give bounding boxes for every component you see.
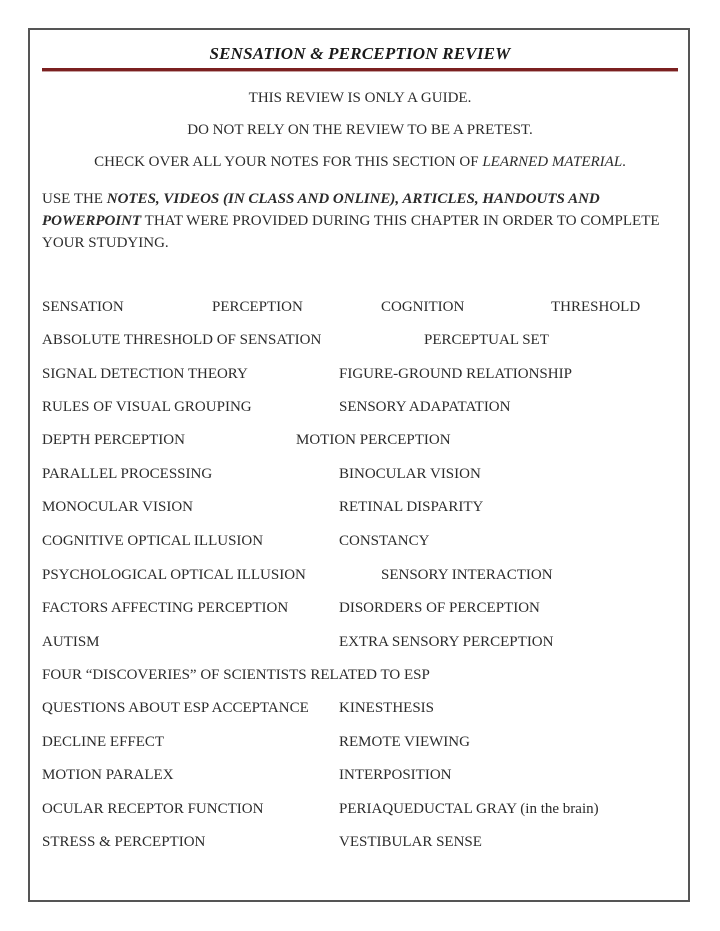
term-parallel-processing: PARALLEL PROCESSING	[42, 466, 213, 482]
term-cognitive-illusion: COGNITIVE OPTICAL ILLUSION	[42, 533, 264, 549]
study-instructions-prefix: USE THE	[42, 191, 107, 207]
term-vestibular-sense: VESTIBULAR SENSE	[339, 834, 482, 850]
term-threshold: THRESHOLD	[551, 299, 641, 315]
term-depth-perception: DEPTH PERCEPTION	[42, 432, 185, 448]
guide-notice: THIS REVIEW IS ONLY A GUIDE.	[248, 90, 472, 106]
term-sensory-interaction: SENSORY INTERACTION	[381, 567, 553, 583]
term-kinesthesis: KINESTHESIS	[339, 700, 435, 716]
term-remote-viewing: REMOTE VIEWING	[339, 734, 470, 750]
term-perception: PERCEPTION	[212, 299, 303, 315]
term-figure-ground: FIGURE-GROUND RELATIONSHIP	[339, 366, 572, 382]
term-decline-effect: DECLINE EFFECT	[42, 734, 165, 750]
notes-notice	[0, 154, 720, 171]
notes-notice-prefix: CHECK OVER ALL YOUR NOTES FOR THIS SECTION OF	[94, 154, 483, 170]
term-visual-grouping: RULES OF VISUAL GROUPING	[42, 399, 252, 415]
term-esp-questions: QUESTIONS ABOUT ESP ACCEPTANCE	[42, 700, 309, 716]
notes-notice-emphasis: LEARNED MATERIAL	[482, 154, 623, 170]
term-binocular-vision: BINOCULAR VISION	[339, 466, 481, 482]
term-monocular-vision: MONOCULAR VISION	[42, 499, 193, 515]
term-motion-parallax: MOTION PARALEX	[42, 767, 174, 783]
term-factors-perception: FACTORS AFFECTING PERCEPTION	[42, 600, 289, 616]
term-sensory-adaptation: SENSORY ADAPATATION	[339, 399, 511, 415]
term-esp-discoveries: FOUR “DISCOVERIES” OF SCIENTISTS RELATED TO ESP	[42, 667, 430, 683]
term-disorders-perception: DISORDERS OF PERCEPTION	[339, 600, 540, 616]
term-absolute-threshold: ABSOLUTE THRESHOLD OF SENSATION	[42, 332, 322, 348]
term-constancy: CONSTANCY	[339, 533, 430, 549]
pretest-notice: DO NOT RELY ON THE REVIEW TO BE A PRETEST.	[187, 122, 533, 138]
term-sensation: SENSATION	[42, 299, 124, 315]
term-perceptual-set: PERCEPTUAL SET	[424, 332, 549, 348]
notes-notice-suffix: .	[622, 154, 626, 170]
study-instructions-suffix: THAT WERE PROVIDED DURING THIS CHAPTER IN ORDER TO COMPLETE YOUR STUDYING.	[42, 213, 660, 251]
study-instructions-emphasis: NOTES, VIDEOS (IN CLASS AND ONLINE), ARTICLES, HANDOUTS AND POWERPOINT	[42, 191, 600, 229]
term-motion-perception: MOTION PERCEPTION	[296, 432, 451, 448]
term-interposition: INTERPOSITION	[339, 767, 452, 783]
study-instructions	[42, 188, 666, 254]
term-cognition: COGNITION	[381, 299, 465, 315]
term-signal-detection: SIGNAL DETECTION THEORY	[42, 366, 248, 382]
term-esp: EXTRA SENSORY PERCEPTION	[339, 634, 554, 650]
page-title: SENSATION & PERCEPTION REVIEW	[209, 44, 511, 63]
title-divider-shadow	[42, 71, 678, 72]
term-psychological-illusion: PSYCHOLOGICAL OPTICAL ILLUSION	[42, 567, 306, 583]
term-retinal-disparity: RETINAL DISPARITY	[339, 499, 484, 515]
term-periaqueductal-gray: PERIAQUEDUCTAL GRAY (in the brain)	[339, 801, 599, 817]
term-ocular-receptor: OCULAR RECEPTOR FUNCTION	[42, 801, 264, 817]
term-stress-perception: STRESS & PERCEPTION	[42, 834, 206, 850]
term-autism: AUTISM	[42, 634, 100, 650]
